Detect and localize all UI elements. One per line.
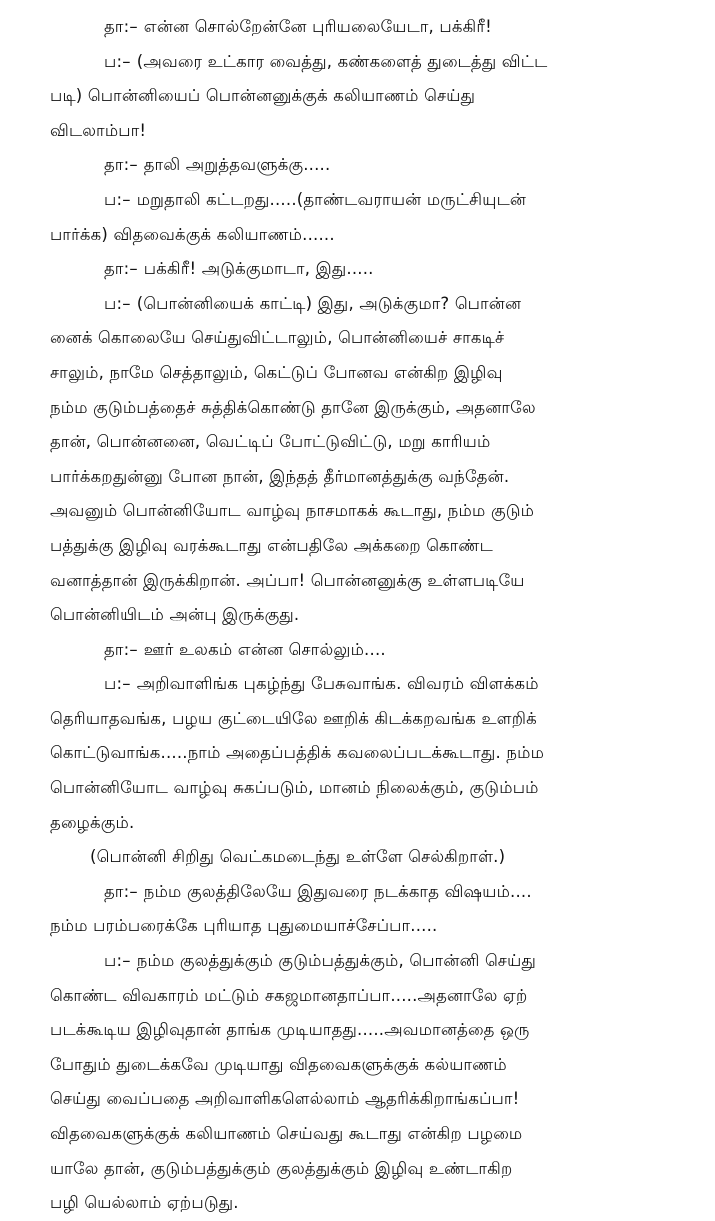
text-line [50,633,680,668]
line-text: அறிவாளிங்க புகழ்ந்து பேசுவாங்க. விவரம் விளக்கம் [136,674,539,694]
document-page [50,10,680,1221]
line-text: கொண்ட விவகாரம் மட்டும் சகஜமானதாப்பா.....அதனாலே ஏற் [50,985,528,1005]
text-line [50,702,680,737]
text-line [50,1152,680,1187]
text-line [50,1117,680,1152]
text-line [50,218,680,253]
speaker-label: ப:– [104,293,131,313]
line-text: விதவைகளுக்குக் கலியாணம் செய்வது கூடாது என்கிற பழமை [50,1124,523,1143]
speaker-label: தா:– [104,881,138,901]
text-line [50,252,680,287]
text-line [50,736,680,771]
line-text: நம்ம பரம்பரைக்கே புரியாத புதுமையாச்சேப்பா..... [50,916,438,936]
text-line [50,564,680,599]
line-text: ஊர் உலகம் என்ன சொல்லும்.... [143,639,386,659]
line-text: பக்கிரீ! அடுக்குமாடா, இது..... [143,259,374,279]
speaker-label: ப:– [104,51,131,71]
text-line [50,148,680,183]
line-text: தெரியாதவங்க, பழய குட்டையிலே ஊறிக் கிடக்கறவங்க உளறிக் [50,708,537,728]
line-text: என்ன சொல்றேன்னே புரியலையேடா, பக்கிரீ! [143,17,492,36]
speaker-label: ப:– [104,189,131,209]
line-text: மறுதாலி கட்டறது.....(தாண்டவராயன் மருட்சியுடன் [136,189,527,209]
speaker-label: தா:– [104,155,138,175]
text-line [50,840,680,875]
speaker-label: ப:– [104,674,131,694]
text-line [50,79,680,114]
text-line [50,1048,680,1083]
text-line [50,356,680,391]
speaker-label: ப:– [104,951,131,971]
line-text: னைக் கொலையே செய்துவிட்டாலும், பொன்னியைச் சாகடிச் [50,328,505,348]
line-text: நம்ம குலத்திலேயே இதுவரை நடக்காத விஷயம்.... [143,881,532,901]
speaker-label: தா:– [104,17,138,36]
text-line [50,529,680,564]
line-text: (பொன்னியைக் காட்டி) இது, அடுக்குமா? பொன்ன [136,293,522,313]
line-text: (பொன்னி சிறிது வெட்கமடைந்து உள்ளே செல்கிறாள்.) [90,847,506,867]
line-text: பார்க்க) விதவைக்குக் கலியாணம்...... [50,224,335,244]
line-text: வனாத்தான் இருக்கிறான். அப்பா! பொன்னனுக்கு உள்ளபடியே [50,570,525,590]
line-text: அவனும் பொன்னியோட வாழ்வு நாசமாகக் கூடாது, நம்ம குடும் [50,501,535,521]
speaker-label: தா:– [104,639,138,659]
line-text: நம்ம குலத்துக்கும் குடும்பத்துக்கும், பொன்னி செய்து [136,951,536,971]
text-line [50,1082,680,1117]
line-text: படக்கூடிய இழிவுதான் தாங்க முடியாதது.....அவமானத்தை ஒரு [50,1020,530,1040]
text-line [50,771,680,806]
text-line [50,391,680,426]
line-text: பொன்னியோட வாழ்வு சுகப்படும், மானம் நிலைக்கும், குடும்பம் [50,778,539,798]
line-text: தாலி அறுத்தவளுக்கு..... [143,155,331,175]
line-text: பார்க்கறதுன்னு போன நான், இந்தத் தீர்மானத்துக்கு வந்தேன். [50,466,510,486]
text-line [50,10,680,45]
line-text: செய்து வைப்பதை அறிவாளிகளெல்லாம் ஆதரிக்கிறாங்கப்பா! [50,1089,520,1109]
line-text: படி) பொன்னியைப் பொன்னனுக்குக் கலியாணம் செய்து [50,86,476,106]
line-text: போதும் துடைக்கவே முடியாது விதவைகளுக்குக் கல்யாணம் [50,1054,507,1074]
text-line [50,114,680,149]
text-line [50,909,680,944]
line-text: யாலே தான், குடும்பத்துக்கும் குலத்துக்கும் இழிவு உண்டாகிற [50,1158,513,1178]
text-line [50,45,680,80]
line-text: நம்ம குடும்பத்தைச் சுத்திக்கொண்டு தானே இருக்கும், அதனாலே [50,397,536,417]
line-text: பழி யெல்லாம் ஏற்படுது. [50,1193,239,1213]
line-text: தான், பொன்னனை, வெட்டிப் போட்டுவிட்டு, மறு காரியம் [50,432,491,452]
text-line [50,287,680,322]
line-text: தழைக்கும். [50,812,135,832]
text-line [50,1013,680,1048]
text-line [50,183,680,218]
text-line [50,321,680,356]
text-line [50,425,680,460]
line-text: பொன்னியிடம் அன்பு இருக்குது. [50,605,300,625]
text-line [50,598,680,633]
text-line [50,460,680,495]
text-line [50,1186,680,1221]
text-line [50,944,680,979]
speaker-label: தா:– [104,259,138,279]
line-text: சாலும், நாமே செத்தாலும், கெட்டுப் போனவ என்கிற இழிவு [50,362,503,382]
line-text: விடலாம்பா! [50,120,147,140]
text-line [50,875,680,910]
line-text: பத்துக்கு இழிவு வரக்கூடாது என்பதிலே அக்கறை கொண்ட [50,535,493,555]
line-text: கொட்டுவாங்க.....நாம் அதைப்பத்திக் கவலைப்படக்கூடாது. நம்ம [50,743,545,763]
text-line [50,667,680,702]
text-line [50,979,680,1014]
line-text: (அவரை உட்கார வைத்து, கண்களைத் துடைத்து விட்ட [136,51,548,71]
text-line [50,806,680,841]
text-line [50,494,680,529]
